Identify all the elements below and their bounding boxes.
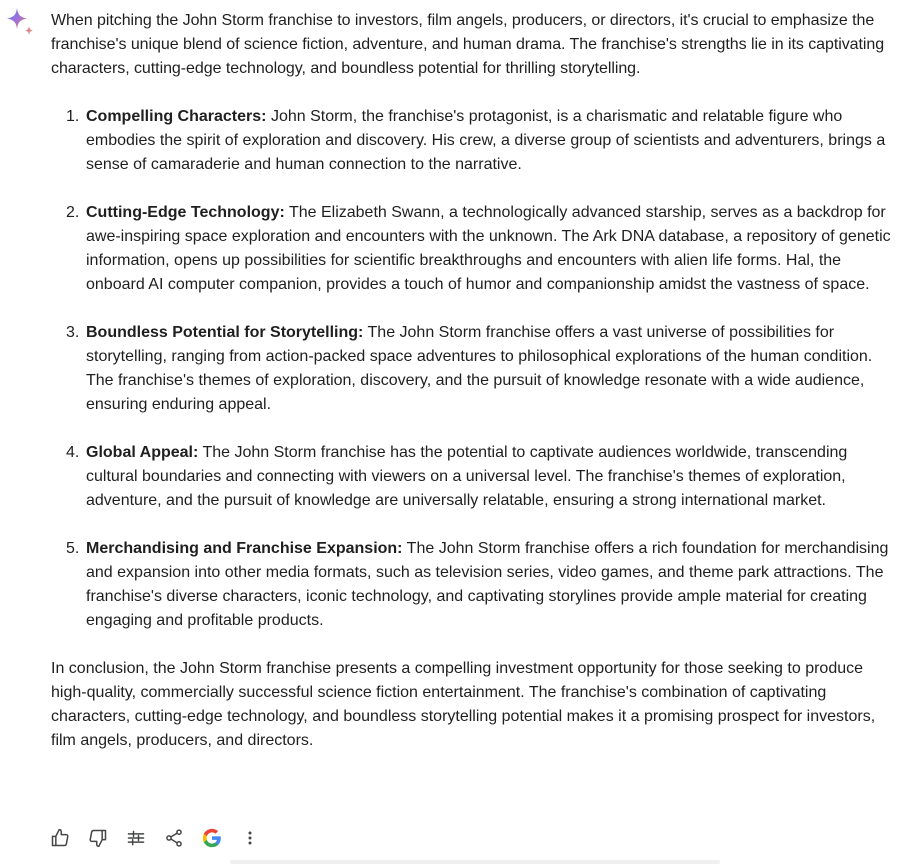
intro-paragraph: When pitching the John Storm franchise to investors, film angels, producers, or directors, it's crucial to emphasize the franchise's unique blend of science fiction, adventure, and human drama. The franchise's strengths lie in its captivating characters, cutting-edge technology, and boundless potential for thrilling storytelling. [51, 12, 885, 77]
modify-response-button[interactable] [124, 826, 148, 850]
list-item-title: Global Appeal: [86, 444, 199, 461]
share-button[interactable] [162, 826, 186, 850]
list-item-number: 2. [66, 204, 80, 221]
list-item-number: 3. [66, 324, 80, 341]
thumbs-up-icon [50, 828, 70, 848]
list-item [66, 201, 903, 297]
thumbs-up-button[interactable] [48, 826, 72, 850]
double-check-google-button[interactable] [200, 826, 224, 850]
list-item-title: Compelling Characters: [86, 108, 267, 125]
response-action-bar [48, 824, 276, 852]
response-body [51, 9, 903, 753]
list-item-title: Cutting-Edge Technology: [86, 204, 285, 221]
key-points-list [51, 105, 903, 633]
list-item-title: Merchandising and Franchise Expansion: [86, 540, 403, 557]
list-item-number: 4. [66, 444, 80, 461]
list-item-body: The John Storm franchise offers a vast universe of possibilities for storytelling, ranging from action-packed space adventures to philosophical explorations of the human condition. The franchise's themes of exploration, discovery, and the pursuit of knowledge resonate with a wide audience, ensuring enduring appeal. [86, 324, 873, 413]
thumbs-down-icon [88, 828, 108, 848]
gemini-sparkle-icon [4, 6, 36, 38]
list-item-body: The Elizabeth Swann, a technologically advanced starship, serves as a backdrop for awe-inspiring space exploration and encounters with the unknown. The Ark DNA database, a repository of genetic information, opens up possibilities for scientific breakthroughs and encounters with alien life forms. Hal, the onboard AI computer companion, provides a touch of humor and companionship amidst the vastness of space. [86, 204, 891, 293]
list-item-body: The John Storm franchise has the potential to captivate audiences worldwide, transcending cultural boundaries and connecting with viewers on a universal level. The franchise's themes of exploration, adventure, and the pursuit of knowledge are universally relatable, ensuring a strong international market. [86, 444, 848, 509]
list-item-title: Boundless Potential for Storytelling: [86, 324, 364, 341]
list-item-number: 1. [66, 108, 80, 125]
more-vert-icon [240, 828, 260, 848]
list-item-body: The John Storm franchise offers a rich foundation for merchandising and expansion into other media formats, such as television series, video games, and theme park attractions. The franchise's diverse characters, iconic technology, and captivating storylines provide ample material for creating engaging and profitable products. [86, 540, 889, 629]
list-item-body: John Storm, the franchise's protagonist, is a charismatic and relatable figure who embodies the spirit of exploration and discovery. His crew, a diverse group of scientists and adventurers, brings a sense of camaraderie and human connection to the narrative. [86, 108, 886, 173]
more-options-button[interactable] [238, 826, 262, 850]
share-icon [164, 828, 184, 848]
thumbs-down-button[interactable] [86, 826, 110, 850]
list-item-number: 5. [66, 540, 80, 557]
conclusion-paragraph: In conclusion, the John Storm franchise presents a compelling investment opportunity for those seeking to produce high-quality, commercially successful science fiction entertainment. The franchise's combination of captivating characters, cutting-edge technology, and boundless storytelling potential makes it a promising prospect for investors, film angels, producers, and directors. [51, 660, 876, 749]
tune-icon [126, 828, 146, 848]
list-item [66, 105, 903, 177]
list-item [66, 321, 903, 417]
list-item [66, 537, 903, 633]
google-icon [201, 827, 223, 849]
list-item [66, 441, 903, 513]
input-area-edge [230, 860, 720, 864]
